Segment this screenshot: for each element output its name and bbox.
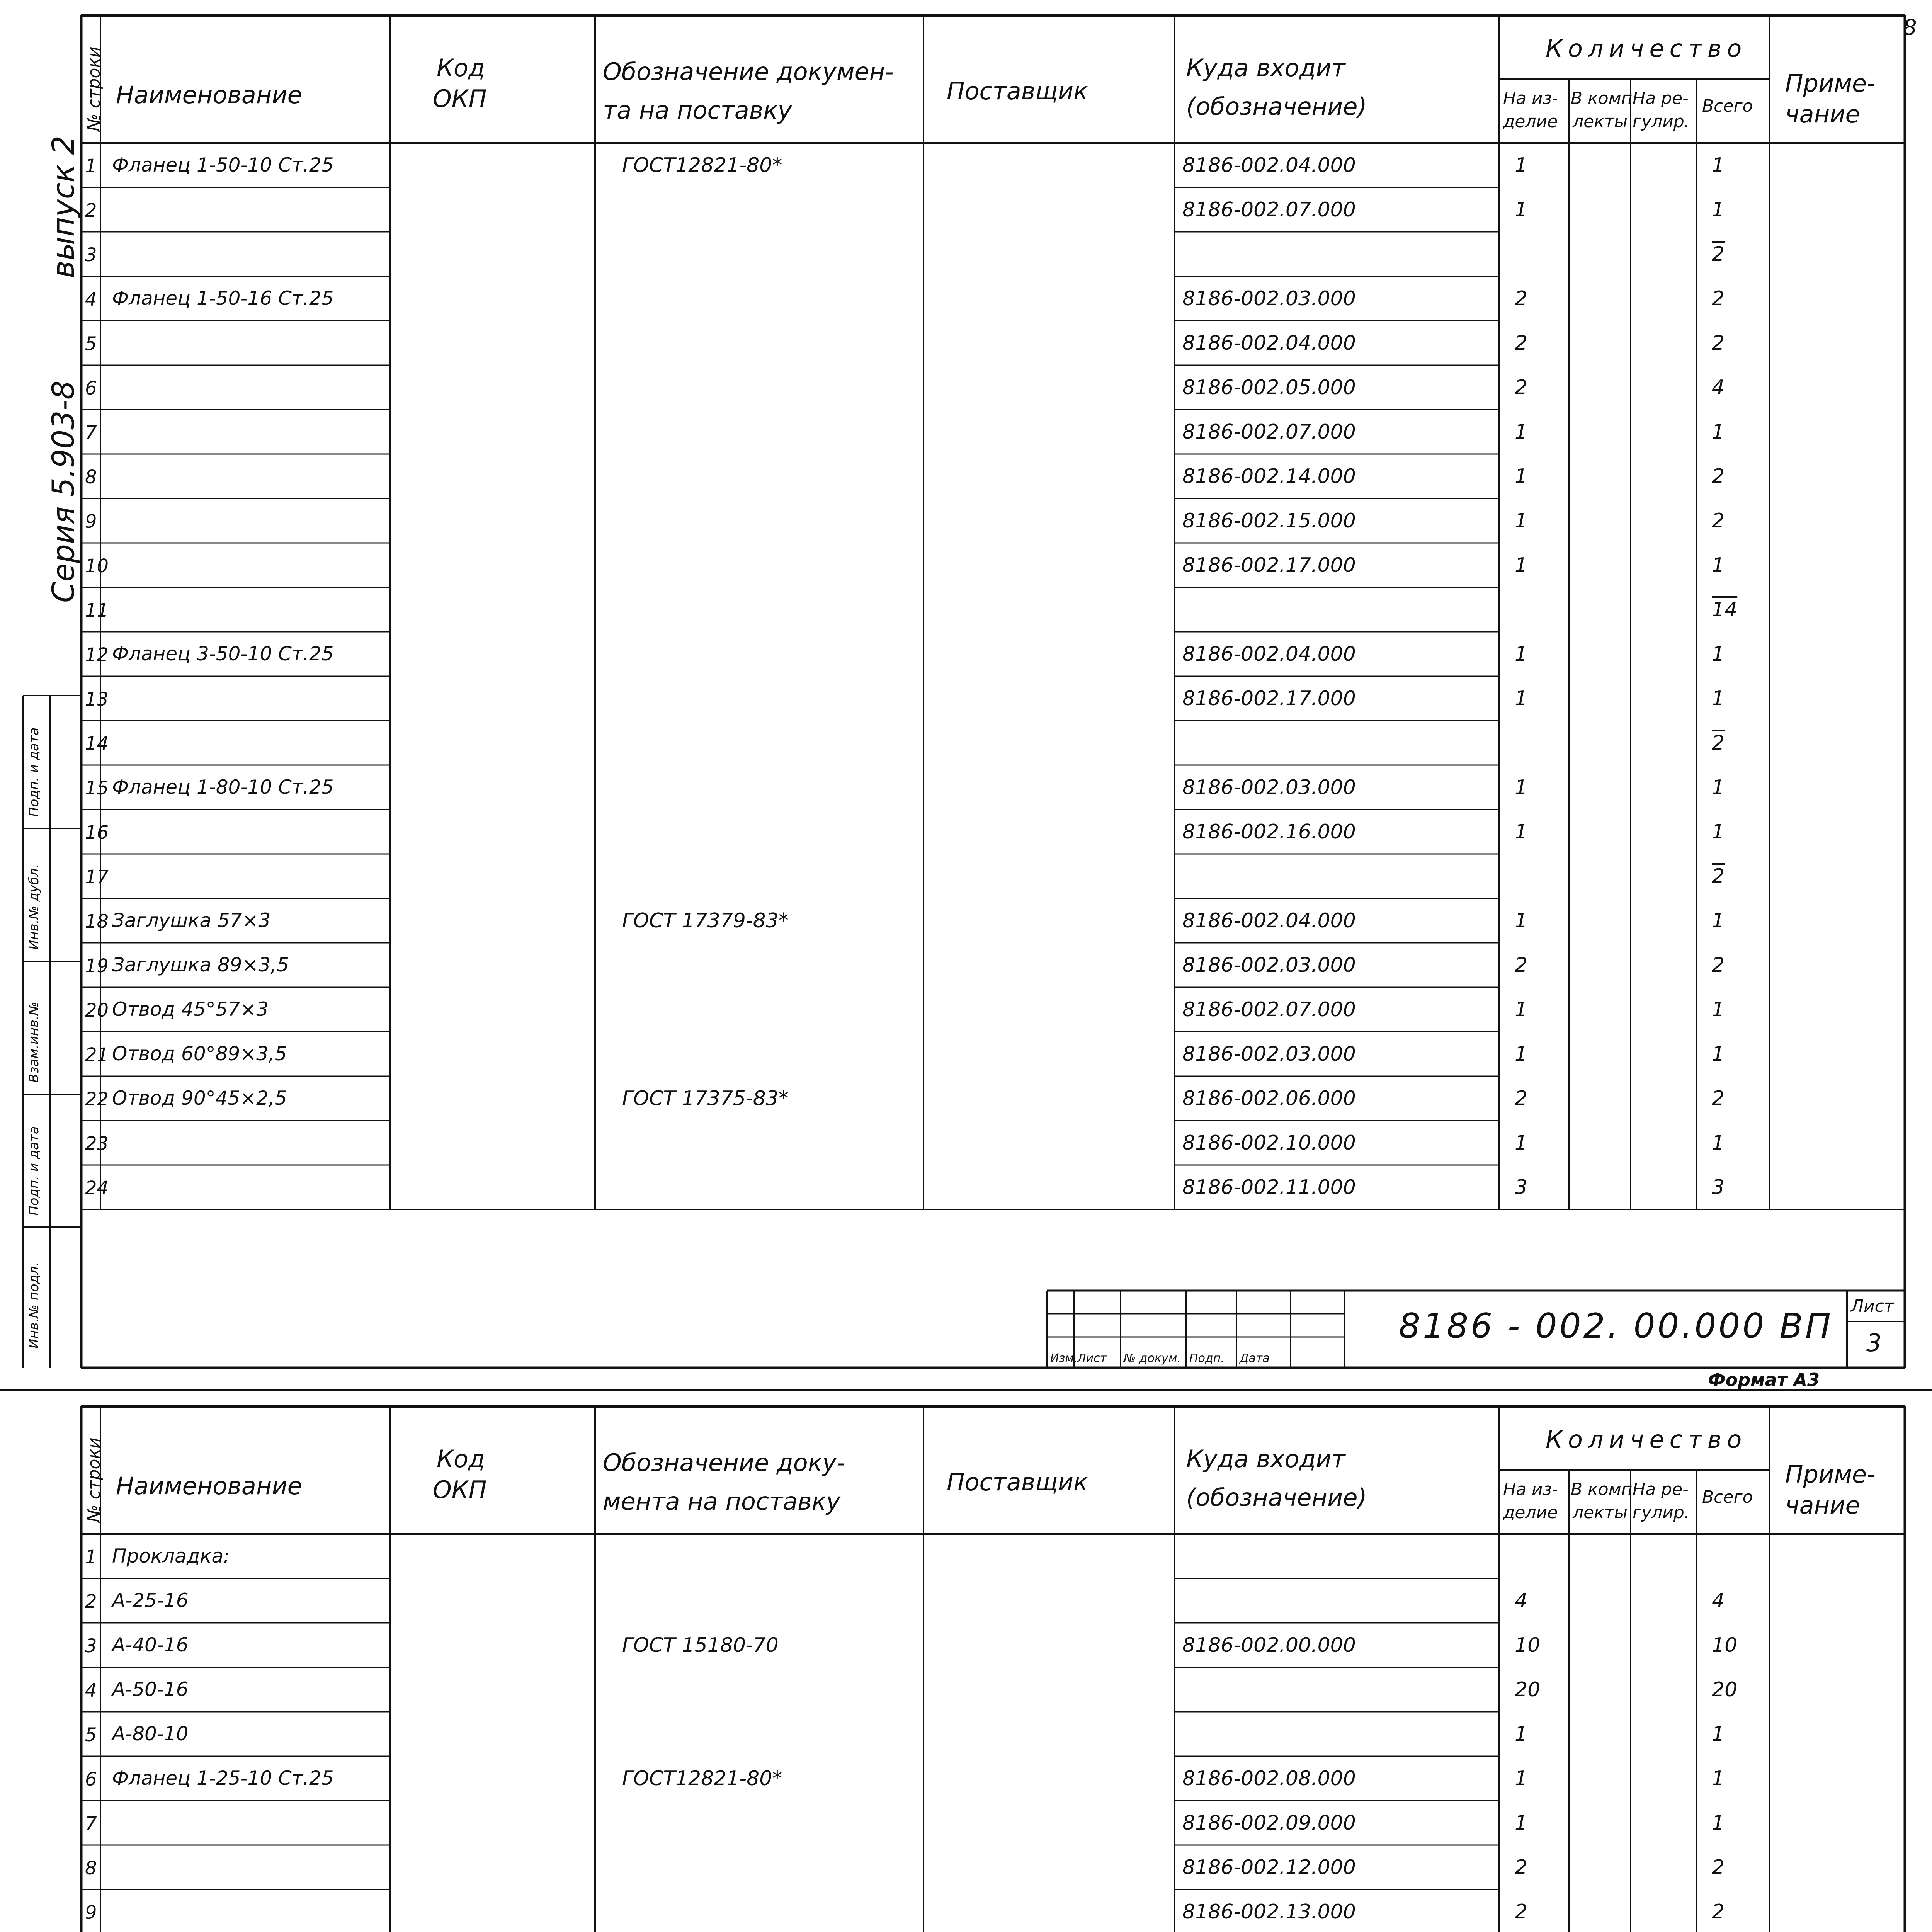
header-supplier: Поставщик: [947, 1468, 1088, 1496]
item-qty-product: 1: [1515, 643, 1528, 666]
side-stamp-label: Взам.инв.№: [26, 1002, 42, 1083]
corner-mark: 8: [1903, 15, 1917, 40]
header-name: Наименование: [116, 1472, 302, 1500]
item-qty-product: 1: [1515, 1131, 1528, 1155]
title-block-cell-label: Дата: [1240, 1352, 1270, 1365]
row-number: 21: [85, 1044, 109, 1066]
item-qty-total: 2: [1712, 465, 1725, 488]
title-block-cell-label: Изм.: [1050, 1352, 1078, 1365]
item-qty-total: 2: [1712, 1087, 1725, 1110]
item-qty-product: 1: [1515, 1043, 1528, 1066]
item-qty-product: 1: [1515, 554, 1528, 577]
row-number: 19: [85, 955, 109, 977]
header-supplier: Поставщик: [947, 77, 1088, 105]
header-q1a: На из-: [1503, 1480, 1558, 1499]
item-qty-total: 2: [1712, 287, 1725, 310]
item-qty-total: 2: [1712, 954, 1725, 977]
item-document: ГОСТ 17379-83*: [622, 909, 789, 932]
item-name: Заглушка 57×3: [112, 909, 271, 932]
item-qty-total: 20: [1712, 1678, 1738, 1701]
item-name: А-25-16: [112, 1589, 189, 1612]
header-doc-b: мента на поставку: [603, 1487, 840, 1515]
row-number: 11: [85, 600, 109, 621]
row-number: 14: [85, 733, 109, 755]
item-document: ГОСТ 17375-83*: [622, 1087, 789, 1110]
paper-format: Формат А3: [1708, 1369, 1820, 1390]
row-number: 23: [85, 1133, 109, 1155]
item-qty-total: 1: [1712, 554, 1725, 577]
side-stamp-label: Инв.№ дубл.: [26, 864, 42, 950]
item-name: А-40-16: [112, 1634, 189, 1656]
item-destination: 8186-002.06.000: [1182, 1087, 1356, 1110]
item-qty-product: 1: [1515, 509, 1528, 532]
item-destination: 8186-002.03.000: [1182, 776, 1356, 799]
item-qty-total: 1: [1712, 198, 1725, 221]
item-destination: 8186-002.07.000: [1182, 420, 1356, 444]
item-name: Фланец 1-50-10 Ст.25: [112, 154, 334, 176]
item-destination: 8186-002.04.000: [1182, 909, 1356, 932]
row-number: 4: [85, 1680, 97, 1701]
item-destination: 8186-002.03.000: [1182, 1043, 1356, 1066]
header-q2a: В комп: [1571, 1480, 1633, 1499]
item-qty-total: 2: [1712, 1856, 1725, 1879]
row-number: 20: [85, 1000, 109, 1021]
header-total: Всего: [1702, 1487, 1753, 1507]
item-qty-product: 1: [1515, 998, 1528, 1021]
row-number: 9: [85, 511, 97, 532]
row-number: 8: [85, 1857, 97, 1879]
row-number: 3: [85, 244, 97, 266]
header-q3a: На ре-: [1633, 88, 1689, 108]
item-qty-product: 1: [1515, 909, 1528, 932]
item-qty-product: 1: [1515, 198, 1528, 221]
item-destination: 8186-002.05.000: [1182, 376, 1356, 399]
item-qty-total: 1: [1712, 909, 1725, 932]
item-destination: 8186-002.07.000: [1182, 998, 1356, 1021]
item-name: Фланец 1-80-10 Ст.25: [112, 776, 334, 798]
row-number: 22: [85, 1088, 109, 1110]
header-doc-a: Обозначение докумен-: [603, 58, 894, 86]
item-qty-total: 1: [1712, 1767, 1725, 1790]
item-destination: 8186-002.09.000: [1182, 1811, 1356, 1835]
item-document: ГОСТ 15180-70: [622, 1634, 779, 1657]
item-qty-total: 10: [1712, 1634, 1738, 1657]
item-name: Отвод 45°57×3: [112, 998, 269, 1020]
item-destination: 8186-002.04.000: [1182, 643, 1356, 666]
group-total: 14: [1712, 598, 1738, 621]
header-total: Всего: [1702, 96, 1753, 116]
item-destination: 8186-002.13.000: [1182, 1900, 1356, 1923]
item-destination: 8186-002.04.000: [1182, 154, 1356, 177]
item-destination: 8186-002.12.000: [1182, 1856, 1356, 1879]
sheet-number: 3: [1866, 1329, 1882, 1357]
item-name: Фланец 1-25-10 Ст.25: [112, 1767, 334, 1789]
group-total: 2: [1712, 243, 1725, 266]
item-qty-product: 2: [1515, 1900, 1528, 1923]
item-qty-total: 1: [1712, 820, 1725, 844]
row-number: 16: [85, 822, 109, 844]
item-name: Фланец 1-50-16 Ст.25: [112, 287, 334, 310]
header-okp-code: Код: [437, 1445, 485, 1473]
item-destination: 8186-002.17.000: [1182, 554, 1356, 577]
item-qty-product: 1: [1515, 687, 1528, 710]
group-total: 2: [1712, 731, 1725, 755]
item-name: Отвод 90°45×2,5: [112, 1087, 287, 1109]
header-q2a: В комп: [1571, 88, 1633, 108]
item-qty-total: 2: [1712, 332, 1725, 355]
row-number: 1: [85, 1546, 97, 1568]
item-destination: 8186-002.10.000: [1182, 1131, 1356, 1155]
row-number: 12: [85, 644, 109, 666]
item-qty-total: 4: [1712, 1589, 1725, 1612]
item-qty-total: 1: [1712, 687, 1725, 710]
title-block-cell-label: Подп.: [1189, 1352, 1225, 1365]
group-total: 2: [1712, 865, 1725, 888]
row-number: 5: [85, 333, 97, 355]
header-note-b: чание: [1785, 1491, 1860, 1519]
item-qty-product: 1: [1515, 776, 1528, 799]
item-destination: 8186-002.17.000: [1182, 687, 1356, 710]
row-number: 24: [85, 1177, 109, 1199]
header-quantity: Количество: [1546, 1425, 1747, 1454]
item-qty-product: 10: [1515, 1634, 1541, 1657]
item-qty-product: 2: [1515, 1087, 1528, 1110]
header-note-b: чание: [1785, 100, 1860, 128]
item-name: Заглушка 89×3,5: [112, 954, 289, 976]
row-number: 7: [85, 422, 97, 444]
item-destination: 8186-002.07.000: [1182, 198, 1356, 221]
row-number: 6: [85, 1769, 97, 1790]
item-name: А-80-10: [112, 1723, 189, 1745]
header-q2b: лекты: [1573, 112, 1628, 131]
item-qty-total: 3: [1712, 1176, 1725, 1199]
item-name: Фланец 3-50-10 Ст.25: [112, 643, 334, 665]
item-name: Отвод 60°89×3,5: [112, 1043, 287, 1065]
item-qty-product: 2: [1515, 1856, 1528, 1879]
header-q3b: гулир.: [1633, 112, 1690, 131]
header-doc-a: Обозначение доку-: [603, 1449, 845, 1477]
header-row-number: № строки: [84, 1437, 104, 1522]
item-qty-total: 1: [1712, 154, 1725, 177]
side-stamp-label: Подп. и дата: [26, 1126, 42, 1216]
header-name: Наименование: [116, 81, 302, 109]
item-destination: 8186-002.16.000: [1182, 820, 1356, 844]
item-document: ГОСТ12821-80*: [622, 154, 782, 177]
item-destination: 8186-002.00.000: [1182, 1634, 1356, 1657]
item-document: ГОСТ12821-80*: [622, 1767, 782, 1790]
row-number: 7: [85, 1813, 97, 1835]
item-qty-product: 3: [1515, 1176, 1528, 1199]
item-destination: 8186-002.04.000: [1182, 332, 1356, 355]
item-qty-total: 4: [1712, 376, 1725, 399]
item-qty-product: 2: [1515, 332, 1528, 355]
item-qty-total: 1: [1712, 1043, 1725, 1066]
row-number: 3: [85, 1635, 97, 1657]
header-dest-b: (обозначение): [1186, 92, 1367, 121]
item-qty-product: 1: [1515, 1811, 1528, 1835]
header-dest-b: (обозначение): [1186, 1483, 1367, 1512]
row-number: 4: [85, 289, 97, 310]
header-doc-b: та на поставку: [603, 96, 792, 124]
document-designation: 8186 - 002. 00.000 ВП: [1399, 1306, 1833, 1346]
item-name: Прокладка:: [112, 1545, 230, 1567]
item-qty-product: 1: [1515, 1767, 1528, 1790]
item-qty-total: 2: [1712, 509, 1725, 532]
side-stamp-label: Подп. и дата: [26, 727, 42, 817]
header-dest-a: Куда входит: [1186, 1445, 1345, 1473]
item-destination: 8186-002.15.000: [1182, 509, 1356, 532]
header-q1b: делие: [1503, 112, 1558, 131]
row-number: 8: [85, 466, 97, 488]
row-number: 9: [85, 1902, 97, 1923]
item-qty-total: 1: [1712, 1131, 1725, 1155]
row-number: 18: [85, 911, 109, 932]
item-qty-product: 1: [1515, 465, 1528, 488]
header-q3a: На ре-: [1633, 1480, 1689, 1499]
header-okp-code: Код: [437, 54, 485, 82]
series-label: Серия 5.903-8: [46, 380, 81, 603]
item-qty-product: 20: [1515, 1678, 1541, 1701]
header-dest-a: Куда входит: [1186, 54, 1345, 82]
header-okp: ОКП: [433, 85, 487, 113]
item-destination: 8186-002.08.000: [1182, 1767, 1356, 1790]
header-row-number: № строки: [84, 46, 104, 131]
item-qty-total: 1: [1712, 776, 1725, 799]
item-name: А-50-16: [112, 1678, 189, 1701]
header-q2b: лекты: [1573, 1503, 1628, 1522]
header-q3b: гулир.: [1633, 1503, 1690, 1522]
row-number: 13: [85, 689, 109, 710]
header-q1b: делие: [1503, 1503, 1558, 1522]
header-note-a: Приме-: [1785, 1460, 1876, 1488]
header-quantity: Количество: [1546, 34, 1747, 63]
row-number: 2: [85, 200, 97, 221]
header-note-a: Приме-: [1785, 69, 1876, 97]
item-qty-total: 1: [1712, 643, 1725, 666]
item-qty-product: 4: [1515, 1589, 1528, 1612]
item-qty-product: 1: [1515, 820, 1528, 844]
item-destination: 8186-002.03.000: [1182, 954, 1356, 977]
item-qty-total: 1: [1712, 1723, 1725, 1746]
title-block-cell-label: Лист: [1077, 1352, 1107, 1365]
side-stamp-label: Инв.№ подл.: [26, 1262, 42, 1349]
row-number: 15: [85, 777, 109, 799]
issue-label: выпуск 2: [46, 135, 81, 278]
header-q1a: На из-: [1503, 88, 1558, 108]
item-destination: 8186-002.03.000: [1182, 287, 1356, 310]
row-number: 2: [85, 1591, 97, 1612]
item-qty-product: 1: [1515, 1723, 1528, 1746]
row-number: 17: [85, 866, 109, 888]
item-qty-total: 1: [1712, 1811, 1725, 1835]
header-okp: ОКП: [433, 1476, 487, 1504]
item-qty-total: 1: [1712, 998, 1725, 1021]
item-qty-product: 1: [1515, 154, 1528, 177]
row-number: 10: [85, 555, 109, 577]
title-block-cell-label: № докум.: [1124, 1352, 1181, 1365]
item-qty-total: 2: [1712, 1900, 1725, 1923]
item-destination: 8186-002.14.000: [1182, 465, 1356, 488]
item-qty-product: 2: [1515, 954, 1528, 977]
row-number: 5: [85, 1724, 97, 1746]
item-qty-total: 1: [1712, 420, 1725, 444]
sheet-label: Лист: [1851, 1296, 1894, 1316]
row-number: 6: [85, 378, 97, 399]
item-qty-product: 2: [1515, 376, 1528, 399]
row-number: 1: [85, 155, 97, 177]
item-qty-product: 2: [1515, 287, 1528, 310]
item-destination: 8186-002.11.000: [1182, 1176, 1356, 1199]
item-qty-product: 1: [1515, 420, 1528, 444]
